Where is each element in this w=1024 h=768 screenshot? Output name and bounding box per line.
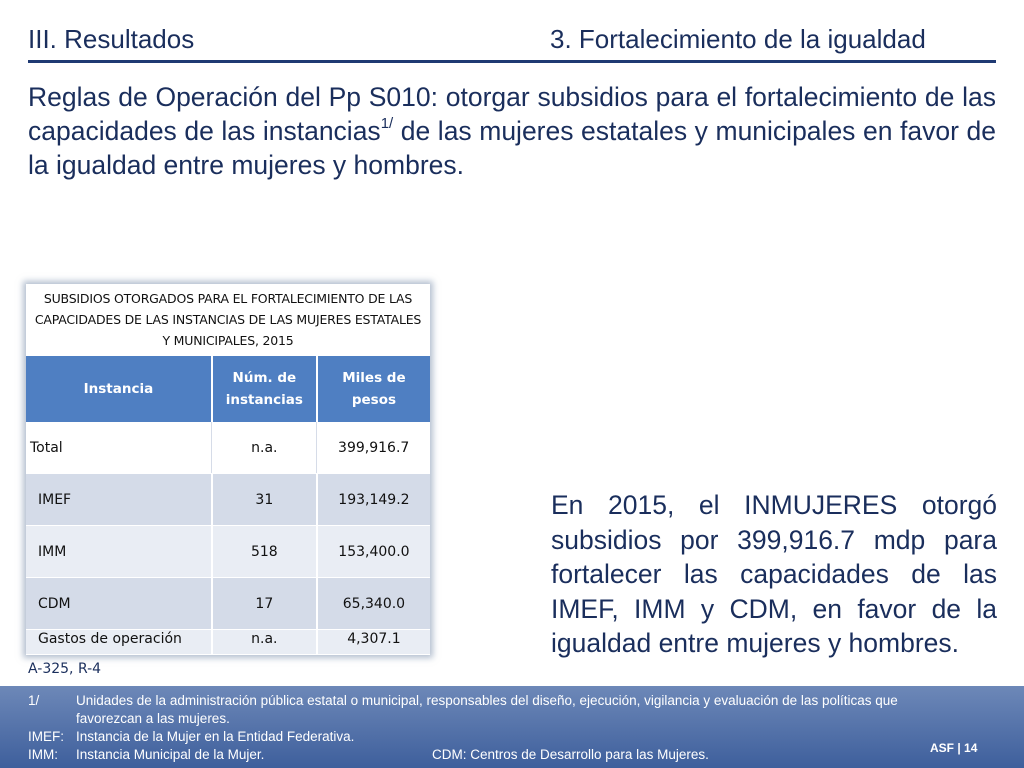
table-row-total [26, 422, 430, 474]
cell-instancia: IMM [26, 526, 212, 578]
cell-instancia: Gastos de operación [26, 630, 212, 655]
cell-num: n.a. [212, 630, 317, 655]
page-number: ASF | 14 [930, 741, 978, 755]
footnote-cdm: CDM: Centros de Desarrollo para las Mujeres. [432, 747, 709, 762]
footnote-text: Instancia de la Mujer en la Entidad Federativa. [76, 729, 355, 744]
section-title: III. Resultados [28, 24, 195, 54]
intro-text: Reglas de Operación del Pp S010: otorgar subsidios para el fortalecimiento de las capacidades de las instancias [28, 82, 996, 146]
header-divider [28, 60, 996, 63]
footnote-ref: 1/ [380, 115, 394, 132]
summary-paragraph: En 2015, el INMUJERES otorgó subsidios por 399,916.7 mdp para fortalecer las capacidades de las IMEF, IMM y CDM, en favor de la igualdad entre mujeres y hombres. [551, 490, 997, 658]
cell-instancia: IMEF [26, 474, 212, 526]
subsidies-table-panel [26, 284, 430, 655]
footnote-1 [28, 692, 928, 728]
col-header-miles: Miles de pesos [317, 356, 430, 422]
table-row [26, 630, 430, 655]
intro-text-continued: de las mujeres estatales y municipales en favor de la igualdad entre mujeres y hombres. [28, 116, 996, 180]
table-row [26, 526, 430, 578]
footnote-text: Instancia Municipal de la Mujer. [76, 747, 265, 762]
cell-num: 518 [212, 526, 317, 578]
subsidies-table [26, 356, 430, 655]
table-row [26, 578, 430, 630]
col-header-instancia: Instancia [26, 356, 212, 422]
col-header-num: Núm. de instancias [212, 356, 317, 422]
footnote-key: IMM: [28, 747, 58, 762]
table-header-row [26, 356, 430, 422]
cell-miles: 4,307.1 [317, 630, 430, 655]
cell-num: 17 [212, 578, 317, 630]
footnote-key: 1/ [28, 693, 40, 708]
footnote-key: IMEF: [28, 729, 64, 744]
footnote-imm [28, 746, 264, 764]
cell-instancia: CDM [26, 578, 212, 630]
cell-miles: 153,400.0 [317, 526, 430, 578]
table-row [26, 474, 430, 526]
cell-miles: 193,149.2 [317, 474, 430, 526]
cell-num: 31 [212, 474, 317, 526]
cell-miles: 399,916.7 [317, 422, 430, 474]
footnote-text: Unidades de la administración pública estatal o municipal, responsables del diseño, ejecución, vigilancia y evaluación de las políticas que favorezcan a las mujeres. [76, 693, 898, 726]
footnote-imef [28, 728, 354, 746]
footnotes-bar [0, 686, 1024, 768]
cell-miles: 65,340.0 [317, 578, 430, 630]
intro-paragraph [28, 80, 996, 182]
subsection-title: 3. Fortalecimiento de la igualdad [550, 24, 926, 54]
source-reference: A-325, R-4 [28, 661, 102, 677]
cell-num: n.a. [212, 422, 317, 474]
cell-instancia: Total [26, 422, 212, 474]
table-title: SUBSIDIOS OTORGADOS PARA EL FORTALECIMIENTO DE LAS CAPACIDADES DE LAS INSTANCIAS DE LAS MUJERES ESTATALES Y MUNICIPALES, 2015 [34, 291, 422, 348]
